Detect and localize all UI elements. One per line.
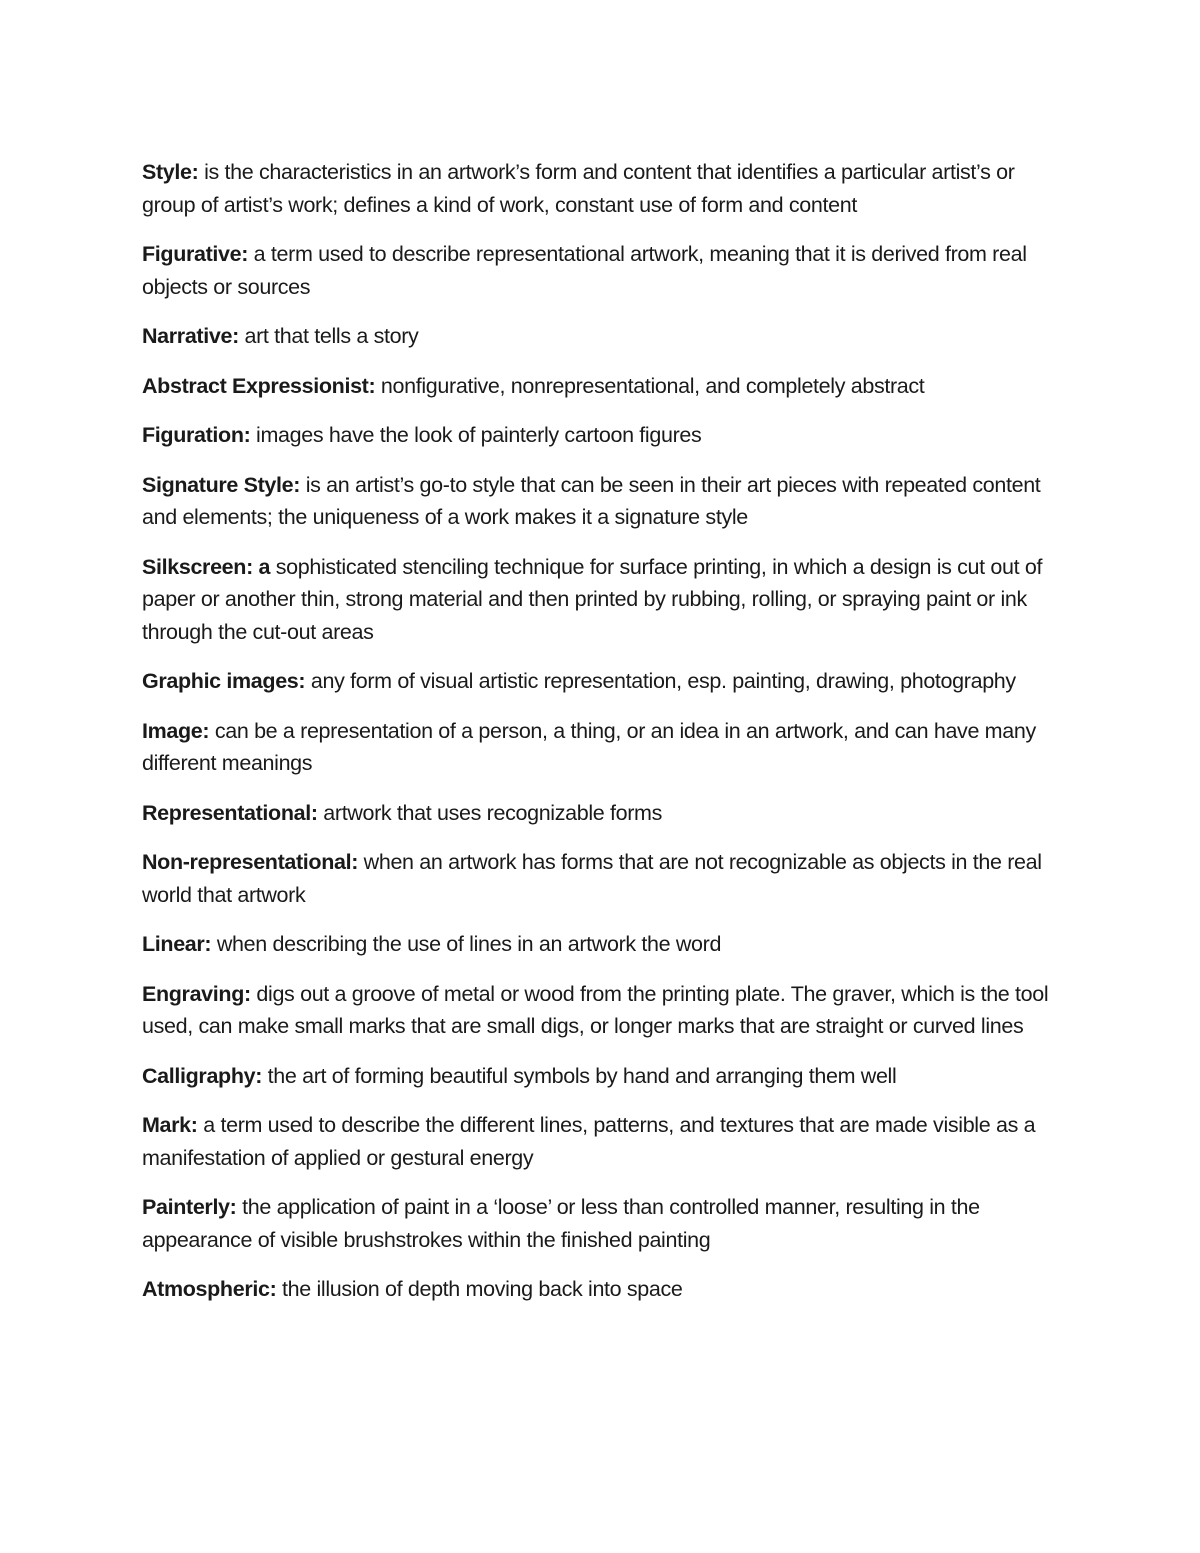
glossary-entry-graphic-images: [142, 665, 1062, 698]
glossary-entry-linear: [142, 928, 1062, 961]
glossary-entry-figuration: [142, 419, 1062, 452]
term: Engraving:: [142, 981, 251, 1006]
term: Atmospheric:: [142, 1277, 277, 1301]
definition: digs out a groove of metal or wood from the printing plate. The graver, which is the tool used, can make small marks that are small digs, or longer marks that are straight or curved lines: [142, 981, 1049, 1038]
glossary-entry-signature-style: [142, 469, 1062, 534]
glossary-entry-engraving: [142, 978, 1062, 1043]
definition: is the characteristics in an artwork’s form and content that identifies a particular artist’s or group of artist’s work; defines a kind of work, constant use of form and content: [142, 160, 1015, 217]
glossary-entry-mark: [142, 1109, 1062, 1174]
definition: can be a representation of a person, a thing, or an idea in an artwork, and can have many different meanings: [142, 718, 1036, 775]
term: Painterly:: [142, 1195, 237, 1219]
glossary-entry-abstract-expressionist: [142, 370, 1062, 403]
definition: any form of visual artistic representation, esp. painting, drawing, photography: [305, 669, 1016, 693]
term: Narrative:: [142, 324, 239, 348]
term: Representational:: [142, 800, 318, 825]
definition: nonfigurative, nonrepresentational, and completely abstract: [375, 373, 925, 398]
term: Abstract Expressionist:: [142, 373, 376, 398]
definition: a term used to describe representational artwork, meaning that it is derived from real objects or sources: [142, 242, 1027, 299]
definition: sophisticated stenciling technique for surface printing, in which a design is cut out of paper or another thin, strong material and then printed by rubbing, rolling, or spraying paint or ink through the cut-out areas: [142, 554, 1043, 644]
term: Graphic images:: [142, 669, 306, 693]
definition: art that tells a story: [238, 324, 419, 348]
term: Mark:: [142, 1113, 198, 1137]
glossary-entry-representational: [142, 797, 1062, 830]
definition: a term used to describe the different lines, patterns, and textures that are made visible as a manifestation of applied or gestural energy: [142, 1113, 1036, 1170]
term: Signature Style:: [142, 472, 301, 497]
glossary-entry-silkscreen: [142, 551, 1062, 649]
glossary-entry-non-representational: [142, 846, 1062, 911]
term: Style:: [142, 160, 199, 184]
term: Non-representational:: [142, 850, 359, 874]
glossary-entry-painterly: [142, 1191, 1062, 1256]
glossary-entry-calligraphy: [142, 1060, 1062, 1093]
glossary-entry-image: [142, 715, 1062, 780]
definition: the illusion of depth moving back into space: [276, 1277, 683, 1301]
definition: when an artwork has forms that are not recognizable as objects in the real world that artwork: [142, 850, 1042, 907]
glossary-entry-atmospheric: [142, 1273, 1062, 1306]
term: Silkscreen: a: [142, 554, 271, 579]
term: Image:: [142, 718, 210, 743]
term: Figurative:: [142, 242, 249, 266]
glossary-entry-narrative: [142, 320, 1062, 353]
definition: artwork that uses recognizable forms: [317, 800, 662, 825]
term: Figuration:: [142, 423, 251, 447]
glossary-entry-figurative: [142, 238, 1062, 303]
term: Calligraphy:: [142, 1063, 263, 1088]
definition: when describing the use of lines in an artwork the word: [211, 932, 722, 956]
glossary-entry-style: [142, 156, 1062, 221]
definition: images have the look of painterly cartoon figures: [250, 423, 702, 447]
definition: the application of paint in a ‘loose’ or less than controlled manner, resulting in the appearance of visible brushstrokes within the finished painting: [142, 1195, 980, 1252]
definition: the art of forming beautiful symbols by hand and arranging them well: [262, 1063, 897, 1088]
term: Linear:: [142, 932, 212, 956]
document-page: [142, 156, 1062, 1323]
definition: is an artist’s go-to style that can be seen in their art pieces with repeated content and elements; the uniqueness of a work makes it a signature style: [142, 472, 1041, 529]
